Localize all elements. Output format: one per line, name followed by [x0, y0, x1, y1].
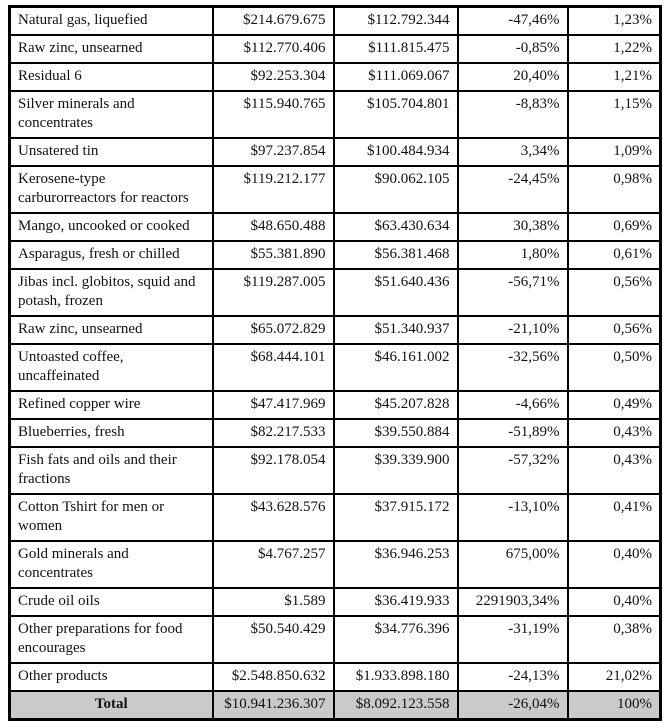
change-pct-cell: -13,10%	[458, 494, 568, 541]
change-pct-cell: -21,10%	[458, 316, 568, 344]
share-pct-cell: 21,02%	[568, 663, 661, 691]
share-pct-cell: 0,98%	[568, 166, 661, 213]
value-curr-cell: $111.069.067	[334, 63, 458, 91]
product-cell: Gold minerals and concentrates	[10, 541, 213, 588]
value-curr-cell: $36.419.933	[334, 588, 458, 616]
product-cell: Raw zinc, unsearned	[10, 35, 213, 63]
table-row	[10, 63, 661, 91]
share-pct-cell: 0,40%	[568, 541, 661, 588]
value-curr-cell: $34.776.396	[334, 616, 458, 663]
change-pct-cell: -24,13%	[458, 663, 568, 691]
total-label: Total	[10, 691, 213, 720]
change-pct-cell: 3,34%	[458, 138, 568, 166]
table-row	[10, 91, 661, 138]
value-prev-cell: $92.253.304	[213, 63, 334, 91]
share-pct-cell: 0,41%	[568, 494, 661, 541]
value-prev-cell: $82.217.533	[213, 419, 334, 447]
value-curr-cell: $111.815.475	[334, 35, 458, 63]
product-cell: Other preparations for food encourages	[10, 616, 213, 663]
total-share-pct: 100%	[568, 691, 661, 720]
change-pct-cell: -32,56%	[458, 344, 568, 391]
share-pct-cell: 0,43%	[568, 419, 661, 447]
value-curr-cell: $105.704.801	[334, 91, 458, 138]
share-pct-cell: 0,43%	[568, 447, 661, 494]
value-curr-cell: $51.340.937	[334, 316, 458, 344]
change-pct-cell: -57,32%	[458, 447, 568, 494]
product-cell: Silver minerals and concentrates	[10, 91, 213, 138]
value-prev-cell: $4.767.257	[213, 541, 334, 588]
value-prev-cell: $119.212.177	[213, 166, 334, 213]
product-cell: Residual 6	[10, 63, 213, 91]
value-prev-cell: $112.770.406	[213, 35, 334, 63]
table-row	[10, 316, 661, 344]
change-pct-cell: 30,38%	[458, 213, 568, 241]
value-prev-cell: $115.940.765	[213, 91, 334, 138]
table-row	[10, 494, 661, 541]
value-prev-cell: $92.178.054	[213, 447, 334, 494]
product-cell: Kerosene-type carburorreactors for reactors	[10, 166, 213, 213]
product-cell: Mango, uncooked or cooked	[10, 213, 213, 241]
change-pct-cell: -31,19%	[458, 616, 568, 663]
total-change-pct: -26,04%	[458, 691, 568, 720]
table-row	[10, 241, 661, 269]
product-cell: Crude oil oils	[10, 588, 213, 616]
product-cell: Refined copper wire	[10, 391, 213, 419]
value-prev-cell: $119.287.005	[213, 269, 334, 316]
product-cell: Natural gas, liquefied	[10, 7, 213, 36]
value-curr-cell: $39.339.900	[334, 447, 458, 494]
change-pct-cell: -8,83%	[458, 91, 568, 138]
value-curr-cell: $39.550.884	[334, 419, 458, 447]
value-curr-cell: $46.161.002	[334, 344, 458, 391]
value-curr-cell: $37.915.172	[334, 494, 458, 541]
table-row	[10, 419, 661, 447]
share-pct-cell: 0,50%	[568, 344, 661, 391]
change-pct-cell: -51,89%	[458, 419, 568, 447]
share-pct-cell: 0,49%	[568, 391, 661, 419]
change-pct-cell: -56,71%	[458, 269, 568, 316]
product-cell: Cotton Tshirt for men or women	[10, 494, 213, 541]
share-pct-cell: 1,09%	[568, 138, 661, 166]
change-pct-cell: 675,00%	[458, 541, 568, 588]
value-prev-cell: $48.650.488	[213, 213, 334, 241]
table-row	[10, 269, 661, 316]
value-prev-cell: $43.628.576	[213, 494, 334, 541]
value-prev-cell: $55.381.890	[213, 241, 334, 269]
value-prev-cell: $2.548.850.632	[213, 663, 334, 691]
value-curr-cell: $112.792.344	[334, 7, 458, 36]
table-row	[10, 166, 661, 213]
change-pct-cell: 2291903,34%	[458, 588, 568, 616]
table-row	[10, 35, 661, 63]
value-curr-cell: $36.946.253	[334, 541, 458, 588]
share-pct-cell: 0,38%	[568, 616, 661, 663]
value-curr-cell: $1.933.898.180	[334, 663, 458, 691]
value-prev-cell: $47.417.969	[213, 391, 334, 419]
value-prev-cell: $50.540.429	[213, 616, 334, 663]
table-row	[10, 138, 661, 166]
product-cell: Fish fats and oils and their fractions	[10, 447, 213, 494]
share-pct-cell: 0,56%	[568, 269, 661, 316]
share-pct-cell: 1,15%	[568, 91, 661, 138]
product-cell: Jibas incl. globitos, squid and potash, frozen	[10, 269, 213, 316]
share-pct-cell: 0,56%	[568, 316, 661, 344]
share-pct-cell: 0,61%	[568, 241, 661, 269]
table-row	[10, 588, 661, 616]
table-row	[10, 663, 661, 691]
share-pct-cell: 1,21%	[568, 63, 661, 91]
product-cell: Raw zinc, unsearned	[10, 316, 213, 344]
table-row	[10, 541, 661, 588]
value-prev-cell: $1.589	[213, 588, 334, 616]
value-prev-cell: $68.444.101	[213, 344, 334, 391]
value-prev-cell: $97.237.854	[213, 138, 334, 166]
table-row	[10, 447, 661, 494]
change-pct-cell: 20,40%	[458, 63, 568, 91]
value-curr-cell: $63.430.634	[334, 213, 458, 241]
value-curr-cell: $56.381.468	[334, 241, 458, 269]
trade-table-body	[10, 7, 661, 692]
value-prev-cell: $65.072.829	[213, 316, 334, 344]
change-pct-cell: -0,85%	[458, 35, 568, 63]
share-pct-cell: 0,69%	[568, 213, 661, 241]
change-pct-cell: -24,45%	[458, 166, 568, 213]
share-pct-cell: 1,23%	[568, 7, 661, 36]
trade-table	[8, 5, 662, 721]
product-cell: Unsatered tin	[10, 138, 213, 166]
total-row	[10, 691, 661, 720]
product-cell: Other products	[10, 663, 213, 691]
table-row	[10, 7, 661, 36]
value-curr-cell: $100.484.934	[334, 138, 458, 166]
product-cell: Asparagus, fresh or chilled	[10, 241, 213, 269]
table-row	[10, 213, 661, 241]
change-pct-cell: -4,66%	[458, 391, 568, 419]
value-curr-cell: $51.640.436	[334, 269, 458, 316]
table-row	[10, 616, 661, 663]
product-cell: Blueberries, fresh	[10, 419, 213, 447]
value-curr-cell: $90.062.105	[334, 166, 458, 213]
table-row	[10, 391, 661, 419]
value-curr-cell: $45.207.828	[334, 391, 458, 419]
table-row	[10, 344, 661, 391]
total-value-prev: $10.941.236.307	[213, 691, 334, 720]
share-pct-cell: 0,40%	[568, 588, 661, 616]
share-pct-cell: 1,22%	[568, 35, 661, 63]
change-pct-cell: -47,46%	[458, 7, 568, 36]
value-prev-cell: $214.679.675	[213, 7, 334, 36]
change-pct-cell: 1,80%	[458, 241, 568, 269]
total-value-curr: $8.092.123.558	[334, 691, 458, 720]
product-cell: Untoasted coffee, uncaffeinated	[10, 344, 213, 391]
